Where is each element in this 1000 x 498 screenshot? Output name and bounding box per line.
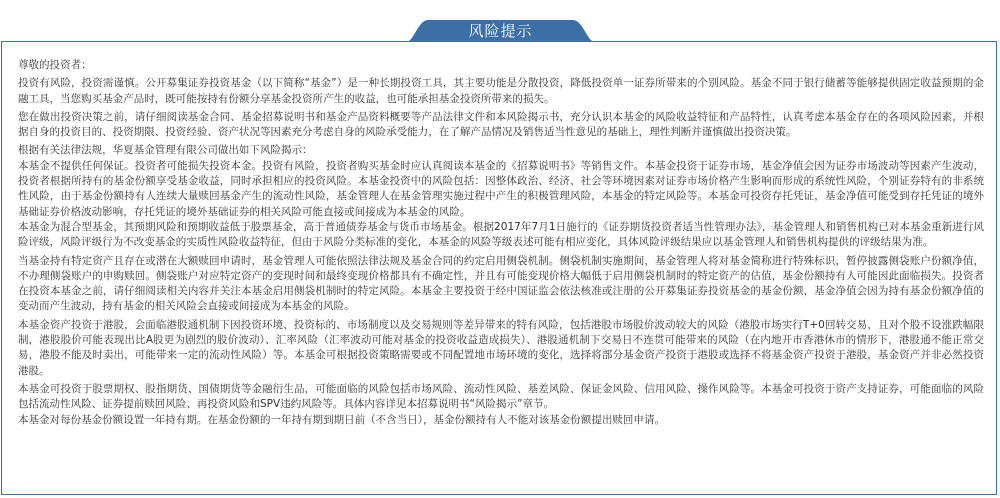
paragraph: 您在做出投资决策之前，请仔细阅读基金合同、基金招募说明书和基金产品资料概要等产品法律文件和本风险揭示书，充分认识本基金的风险收益特征和产品特性，认真考虑本基金存在的各项风险因素，并根据自身的投资目的、投资期限、投资经验、资产状况等因素充分考虑自身的风险承受能力，在了解产品情况及销售适当性意见的基础上，理性判断并谨慎做出投资决策。 (18, 110, 984, 139)
paragraph: 本基金不提供任何保证。投资者可能损失投资本金。投资有风险，投资者购买基金时应认真阅读本基金的《招募说明书》等销售文件。本基金投资于证券市场，基金净值会因为证券市场波动等因素产生波动，投资者根据所持有的基金份额享受基金收益，同时承担相应的投资风险。本基金投资中的风险包括：因整体政治、经济、社会等环境因素对证券市场价格产生影响而形成的系统性风险，个别证券特有的非系统性风险，由于基金份额持有人连续大量赎回基金产生的流动性风险，基金管理人在基金管理实施过程中产生的积极管理风险，本基金的特定风险等。本基金可投资存托凭证，基金净值可能受到存托凭证的境外基础证券价格波动影响，存托凭证的境外基础证券的相关风险可能直接或间接成为本基金的风险。 (18, 159, 984, 218)
paragraph: 本基金可投资于股票期权、股指期货、国债期货等金融衍生品，可能面临的风险包括市场风险、流动性风险、基差风险、保证金风险、信用风险、操作风险等。本基金可投资于资产支持证券，可能面临的风险包括流动性风险、证券提前赎回风险、再投资风险和SPV违约风险等。具体内容详见本招募说明书“风险揭示”章节。 (18, 382, 984, 411)
paragraph: 本基金为混合型基金，其预期风险和预期收益低于股票基金，高于普通债券基金与货币市场基金。根据2017年7月1日施行的《证券期货投资者适当性管理办法》，基金管理人和销售机构已对本基金重新进行风险评级，风险评级行为不改变基金的实质性风险收益特征，但由于风险分类标准的变化，本基金的风险等级表述可能有相应变化，具体风险评级结果应以基金管理人和销售机构提供的评级结果为准。 (18, 220, 984, 249)
paragraph: 根据有关法律法规，华夏基金管理有限公司做出如下风险揭示： (18, 144, 313, 157)
greeting: 尊敬的投资者： (18, 59, 92, 71)
risk-notice-content (18, 58, 984, 428)
paragraph: 本基金资产投资于港股，会面临港股通机制下因投资环境、投资标的、市场制度以及交易规则等差异带来的特有风险，包括港股市场股价波动较大的风险（港股市场实行T+0回转交易，且对个股不设涨跌幅限制，港股股价可能表现出比A股更为剧烈的股价波动）、汇率风险（汇率波动可能对基金的投资收益造成损失）、港股通机制下交易日不连贯可能带来的风险（在内地开市香港休市的情形下，港股通不能正常交易，港股不能及时卖出，可能带来一定的流动性风险）等。本基金可根据投资策略需要或不同配置地市场环境的变化，选择将部分基金资产投资于港股或选择不将基金资产投资于港股，基金资产并非必然投资港股。 (18, 318, 984, 377)
risk-notice-tab (406, 20, 595, 42)
paragraph: 当基金持有特定资产且存在或潜在大额赎回申请时，基金管理人可能依照法律法规及基金合同的约定启用侧袋机制。侧袋机制实施期间，基金管理人将对基金简称进行特殊标识，暂停披露侧袋账户份额净值，不办理侧袋账户的申购赎回。侧袋账户对应特定资产的变现时间和最终变现价格都具有不确定性，并且有可能变现价格大幅低于启用侧袋机制时的特定资产的估值，基金份额持有人可能因此面临损失。投资者在投资本基金之前，请仔细阅读相关内容并关注本基金启用侧袋机制时的特定风险。本基金主要投资于经中国证监会依法核准或注册的公开募集证券投资基金的基金份额，基金净值会因为持有基金份额净值的变动而产生波动，持有基金的相关风险会直接或间接成为本基金的风险。 (18, 254, 984, 313)
paragraph: 投资有风险，投资需谨慎。公开募集证券投资基金（以下简称“基金”）是一种长期投资工具，其主要功能是分散投资，降低投资单一证券所带来的个别风险。基金不同于银行储蓄等能够提供固定收益预期的金融工具，当您购买基金产品时，既可能按持有份额分享基金投资所产生的收益，也可能承担基金投资所带来的损失。 (18, 77, 984, 105)
paragraph: 本基金对每份基金份额设置一年持有期。在基金份额的一年持有期到期日前（不含当日），基金份额持有人不能对该基金份额提出赎回申请。 (18, 413, 665, 426)
risk-notice-title: 风险提示 (468, 22, 533, 40)
